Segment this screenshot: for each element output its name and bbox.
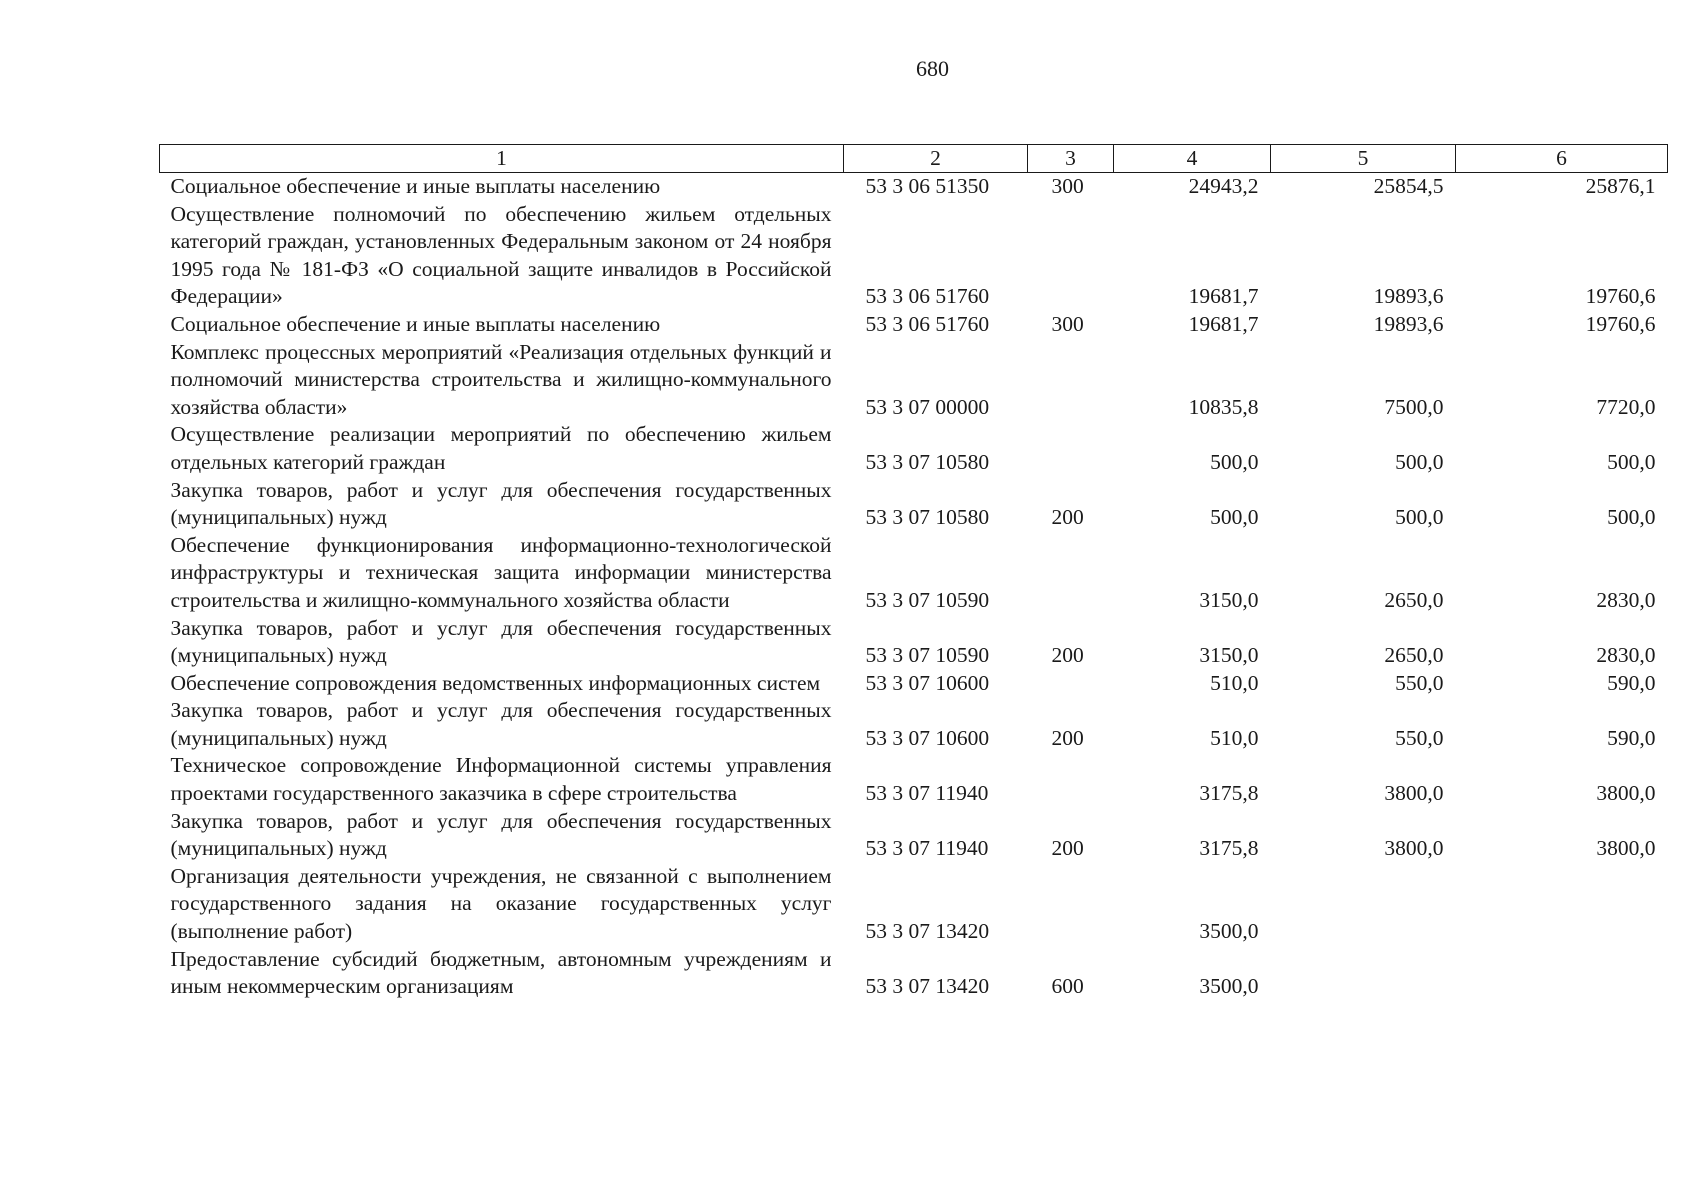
row-name: Социальное обеспечение и иные выплаты населению: [170, 311, 661, 336]
row-target-code: 53 3 07 13420: [865, 919, 990, 944]
column-header-3: 3: [1028, 145, 1114, 173]
row-name: Предоставление субсидий бюджетным, автономным учреждениям и иным некоммерческим организациям: [170, 946, 832, 999]
row-target-code: 53 3 07 13420: [865, 974, 990, 999]
row-value-col5: 7500,0: [1384, 394, 1444, 419]
row-expense-type: [1028, 339, 1114, 422]
row-target-code: 53 3 07 00000: [865, 394, 990, 419]
row-name: Обеспечение сопровождения ведомственных информационных систем: [170, 670, 821, 695]
row-value-col6: 2830,0: [1596, 643, 1656, 668]
row-name: Осуществление полномочий по обеспечению жильем отдельных категорий граждан, установленных Федеральным законом от 24 ноября 1995 года № 181-ФЗ «О социальной защите инвалидов в Российской Федерации»: [170, 201, 832, 309]
table-row: [160, 173, 1668, 201]
row-name: Комплекс процессных мероприятий «Реализация отдельных функций и полномочий министерства строительства и жилищно-коммунального хозяйства области»: [170, 339, 832, 419]
table-row: [160, 311, 1668, 339]
column-header-4: 4: [1114, 145, 1271, 173]
row-value-col4: 19681,7: [1188, 311, 1259, 336]
header-row: [160, 145, 1668, 173]
row-value-col6: 590,0: [1607, 725, 1656, 750]
row-name: Закупка товаров, работ и услуг для обеспечения государственных (муниципальных) нужд: [170, 808, 832, 861]
row-value-col6: 3800,0: [1596, 836, 1656, 861]
row-value-col5: 3800,0: [1384, 781, 1444, 806]
row-value-col5: 500,0: [1395, 505, 1444, 530]
row-expense-type: 300: [1051, 311, 1084, 336]
row-expense-type: [1028, 670, 1114, 698]
row-name: Закупка товаров, работ и услуг для обеспечения государственных (муниципальных) нужд: [170, 615, 832, 668]
row-value-col4: 24943,2: [1188, 174, 1259, 198]
row-expense-type: [1028, 421, 1114, 476]
row-name: Организация деятельности учреждения, не связанной с выполнением государственного задания на оказание государственных услуг (выполнение работ): [170, 863, 832, 944]
row-value-col5: 19893,6: [1373, 284, 1444, 309]
row-expense-type: 600: [1051, 974, 1084, 999]
row-expense-type: [1028, 752, 1114, 807]
table-row: [160, 946, 1668, 1001]
row-value-col6: [1456, 863, 1668, 946]
table-row: [160, 752, 1668, 807]
table-row: [160, 697, 1668, 752]
row-name: Социальное обеспечение и иные выплаты населению: [170, 174, 661, 198]
row-value-col4: 19681,7: [1188, 284, 1259, 309]
row-expense-type: [1028, 532, 1114, 615]
table-row: [160, 421, 1668, 476]
row-value-col5: 19893,6: [1373, 311, 1444, 336]
row-target-code: 53 3 07 10590: [865, 587, 990, 612]
row-value-col4: 3150,0: [1199, 643, 1259, 668]
row-expense-type: 200: [1051, 725, 1084, 750]
row-value-col4: 510,0: [1210, 670, 1259, 695]
row-target-code: 53 3 07 10580: [865, 505, 990, 530]
table-body: [160, 173, 1668, 1001]
row-name: Обеспечение функционирования информационно-технологической инфраструктуры и техническая защита информации министерства строительства и жилищно-коммунального хозяйства области: [170, 532, 832, 612]
column-header-1: 1: [160, 145, 844, 173]
row-value-col6: 590,0: [1607, 670, 1656, 695]
row-expense-type: [1028, 863, 1114, 946]
row-value-col5: 500,0: [1395, 449, 1444, 474]
table-row: [160, 808, 1668, 863]
row-target-code: 53 3 07 11940: [865, 836, 989, 861]
row-value-col6: [1456, 946, 1668, 1001]
row-expense-type: 200: [1051, 505, 1084, 530]
row-value-col6: 2830,0: [1596, 587, 1656, 612]
row-value-col4: 500,0: [1210, 449, 1259, 474]
page-number: 680: [916, 56, 949, 81]
row-target-code: 53 3 07 10600: [865, 725, 990, 750]
row-target-code: 53 3 07 11940: [865, 781, 989, 806]
row-value-col6: 19760,6: [1585, 284, 1656, 309]
row-target-code: 53 3 06 51760: [865, 311, 990, 336]
row-value-col4: 10835,8: [1188, 394, 1259, 419]
row-value-col6: 25876,1: [1585, 174, 1656, 198]
row-value-col6: 7720,0: [1596, 394, 1656, 419]
table-row: [160, 863, 1668, 946]
row-name: Осуществление реализации мероприятий по обеспечению жильем отдельных категорий граждан: [170, 422, 832, 474]
row-value-col6: 19760,6: [1585, 311, 1656, 336]
column-header-5: 5: [1271, 145, 1456, 173]
row-target-code: 53 3 06 51350: [865, 174, 990, 198]
row-target-code: 53 3 07 10600: [865, 670, 990, 695]
row-value-col5: 2650,0: [1384, 643, 1444, 668]
row-name: Закупка товаров, работ и услуг для обеспечения государственных (муниципальных) нужд: [170, 698, 832, 750]
row-value-col5: [1271, 946, 1456, 1001]
row-value-col4: 3500,0: [1199, 919, 1259, 944]
row-expense-type: [1028, 201, 1114, 311]
row-expense-type: 200: [1051, 836, 1084, 861]
row-target-code: 53 3 07 10590: [865, 643, 990, 668]
table-row: [160, 670, 1668, 698]
column-header-2: 2: [844, 145, 1028, 173]
row-value-col4: 3175,8: [1199, 836, 1259, 861]
row-value-col6: 500,0: [1607, 449, 1656, 474]
row-target-code: 53 3 07 10580: [865, 449, 990, 474]
column-header-6: 6: [1456, 145, 1668, 173]
row-value-col4: 3500,0: [1199, 974, 1259, 999]
table-row: [160, 532, 1668, 615]
row-expense-type: 300: [1051, 174, 1084, 198]
row-value-col4: 3175,8: [1199, 781, 1259, 806]
row-expense-type: 200: [1051, 643, 1084, 668]
row-name: Закупка товаров, работ и услуг для обеспечения государственных (муниципальных) нужд: [170, 477, 832, 530]
row-value-col6: 3800,0: [1596, 781, 1656, 806]
row-value-col5: 550,0: [1395, 725, 1444, 750]
budget-table: [159, 144, 1668, 1001]
table-row: [160, 201, 1668, 311]
row-value-col6: 500,0: [1607, 505, 1656, 530]
row-name: Техническое сопровождение Информационной системы управления проектами государственного заказчика в сфере строительства: [170, 753, 832, 806]
row-value-col4: 500,0: [1210, 505, 1259, 530]
table-row: [160, 477, 1668, 532]
row-value-col5: [1271, 863, 1456, 946]
row-value-col5: 2650,0: [1384, 587, 1444, 612]
row-value-col5: 3800,0: [1384, 836, 1444, 861]
table-row: [160, 339, 1668, 422]
table-row: [160, 615, 1668, 670]
row-value-col5: 25854,5: [1373, 174, 1444, 198]
row-value-col4: 3150,0: [1199, 587, 1259, 612]
row-target-code: 53 3 06 51760: [865, 284, 990, 309]
row-value-col5: 550,0: [1395, 670, 1444, 695]
row-value-col4: 510,0: [1210, 725, 1259, 750]
